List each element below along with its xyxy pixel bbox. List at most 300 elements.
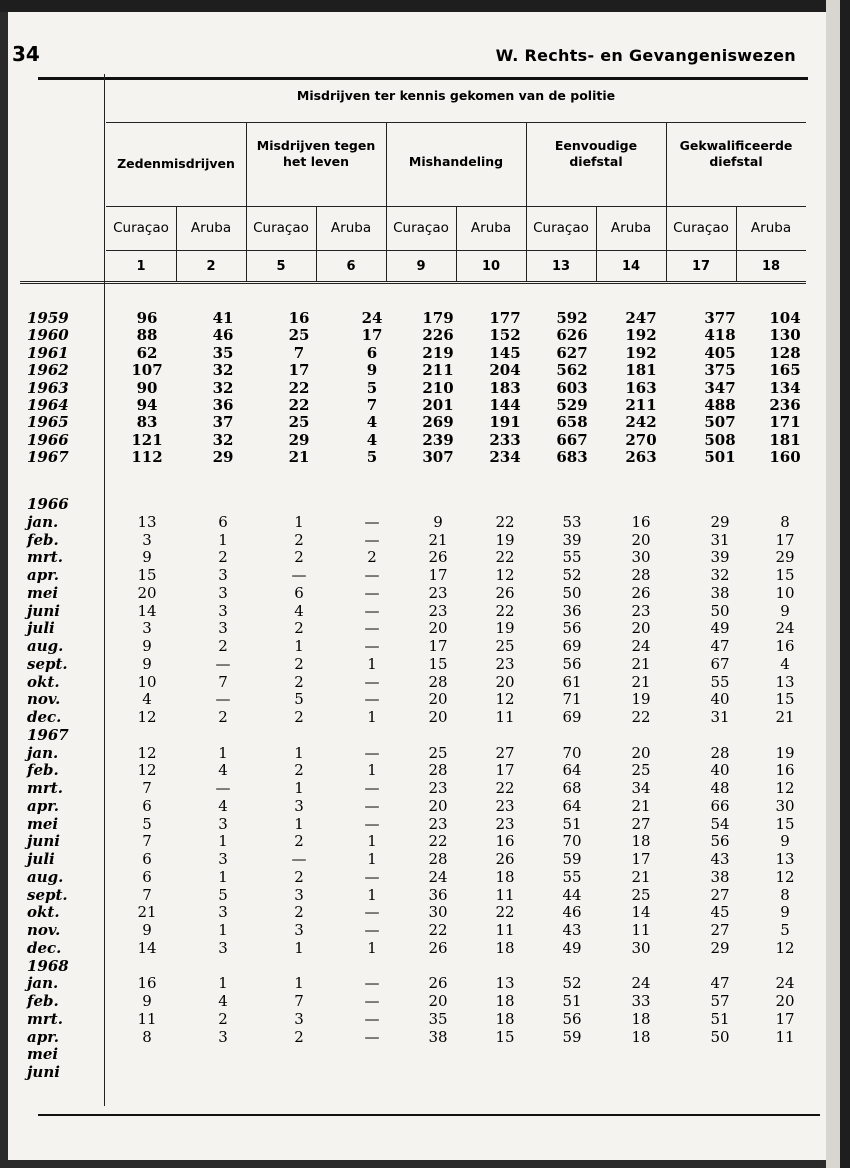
table-cell: 15 xyxy=(428,654,448,673)
table-cell: 201 xyxy=(422,396,454,414)
row-label: mei xyxy=(27,583,59,602)
table-cell: 24 xyxy=(775,974,795,993)
table-cell: — xyxy=(291,850,307,868)
stub-rule xyxy=(104,74,105,1106)
table-cell: 683 xyxy=(556,448,588,467)
table-cell: 405 xyxy=(704,343,736,362)
table-cell: 3 xyxy=(142,619,152,638)
table-cell: 25 xyxy=(288,326,310,345)
table-cell: 1 xyxy=(294,512,304,531)
table-cell: 152 xyxy=(489,326,521,345)
table-cell: 61 xyxy=(562,672,582,691)
table-cell: 16 xyxy=(495,832,515,851)
column-subheader: Aruba xyxy=(750,220,792,236)
table-cell: 25 xyxy=(631,761,651,780)
row-label: 1963 xyxy=(27,378,69,397)
table-cell: 8 xyxy=(780,885,790,904)
table-cell: 88 xyxy=(136,326,158,345)
table-cell: 226 xyxy=(422,326,454,345)
table-cell: 183 xyxy=(489,378,521,397)
table-cell: 5 xyxy=(294,690,304,709)
table-cell: 32 xyxy=(710,566,730,584)
table-cell: 49 xyxy=(710,619,730,638)
table-cell: 179 xyxy=(422,309,454,327)
table-title: Misdrijven ter kennis gekomen van de politie xyxy=(296,88,616,103)
column-subheader: Curaçao xyxy=(113,220,169,236)
table-cell: 28 xyxy=(710,743,730,762)
table-cell: 1 xyxy=(367,850,377,868)
table-cell: 1 xyxy=(367,654,377,673)
table-cell: 39 xyxy=(710,548,730,567)
table-cell: 26 xyxy=(495,583,515,602)
table-cell: 3 xyxy=(218,619,228,638)
table-cell: 20 xyxy=(428,992,448,1010)
table-cell: 64 xyxy=(562,796,582,815)
table-cell: 11 xyxy=(495,885,515,904)
column-group-header: Misdrijven tegen het leven xyxy=(256,138,376,169)
column-subheader: Curaçao xyxy=(533,220,589,236)
column-number: 5 xyxy=(276,259,286,274)
row-label: apr. xyxy=(27,1027,59,1046)
table-cell: 21 xyxy=(631,867,651,886)
table-cell: 31 xyxy=(710,708,730,726)
table-cell: 7 xyxy=(293,343,305,362)
table-cell: 192 xyxy=(625,343,657,362)
row-label: jan. xyxy=(27,974,59,993)
row-label: juni xyxy=(27,1063,60,1081)
table-cell: 70 xyxy=(562,743,582,762)
table-cell: 9 xyxy=(366,361,378,380)
table-cell: 204 xyxy=(489,361,521,380)
row-label: juni xyxy=(27,601,60,620)
table-cell: — xyxy=(364,796,380,815)
table-cell: 191 xyxy=(489,413,521,432)
table-cell: 9 xyxy=(142,637,152,655)
table-cell: 69 xyxy=(562,708,582,726)
table-cell: 21 xyxy=(631,654,651,673)
table-cell: 46 xyxy=(562,903,582,922)
group-separator xyxy=(386,122,387,282)
table-cell: 59 xyxy=(562,1027,582,1046)
table-cell: 22 xyxy=(495,779,515,797)
table-cell: 2 xyxy=(294,1027,304,1046)
table-cell: 14 xyxy=(137,601,157,620)
table-cell: 17 xyxy=(288,361,310,380)
table-cell: — xyxy=(364,672,380,691)
column-subheader: Aruba xyxy=(330,220,372,236)
table-cell: 23 xyxy=(428,583,448,602)
table-cell: 7 xyxy=(366,396,378,414)
table-cell: 71 xyxy=(562,690,582,709)
table-cell: 26 xyxy=(428,938,448,957)
table-cell: 27 xyxy=(495,743,515,762)
table-cell: — xyxy=(364,974,380,993)
table-cell: 67 xyxy=(710,654,730,673)
table-cell: 41 xyxy=(212,309,234,327)
table-cell: — xyxy=(364,1027,380,1046)
table-cell: 11 xyxy=(631,921,651,939)
table-cell: 14 xyxy=(137,938,157,957)
table-cell: 233 xyxy=(489,430,521,449)
table-cell: 28 xyxy=(428,761,448,780)
table-cell: 3 xyxy=(218,566,228,584)
table-cell: 171 xyxy=(769,413,801,432)
table-cell: 269 xyxy=(422,413,454,432)
table-cell: 3 xyxy=(142,530,152,549)
table-cell: 9 xyxy=(142,921,152,939)
table-cell: 529 xyxy=(556,396,588,414)
table-cell: 15 xyxy=(775,690,795,709)
table-cell: 48 xyxy=(710,779,730,797)
table-cell: 2 xyxy=(294,672,304,691)
table-cell: 43 xyxy=(710,850,730,868)
column-group-header: Eenvoudige diefstal xyxy=(554,138,638,169)
table-cell: 6 xyxy=(142,796,152,815)
table-cell: 219 xyxy=(422,343,454,362)
table-cell: 23 xyxy=(495,796,515,815)
table-cell: 270 xyxy=(625,430,657,449)
header-rule xyxy=(20,283,806,284)
table-cell: 32 xyxy=(212,378,234,397)
table-cell: 210 xyxy=(422,378,454,397)
table-cell: 32 xyxy=(212,430,234,449)
table-cell: 35 xyxy=(212,343,234,362)
column-number: 10 xyxy=(481,259,501,274)
table-cell: 17 xyxy=(428,566,448,584)
table-cell: 45 xyxy=(710,903,730,922)
table-cell: 7 xyxy=(142,832,152,851)
table-cell: 3 xyxy=(294,921,304,939)
table-cell: 27 xyxy=(631,814,651,833)
table-cell: 4 xyxy=(218,992,228,1010)
table-cell: 83 xyxy=(136,413,158,432)
table-cell: 1 xyxy=(367,885,377,904)
table-cell: 17 xyxy=(428,637,448,655)
table-cell: 12 xyxy=(137,761,157,780)
table-cell: 3 xyxy=(218,850,228,868)
table-cell: 1 xyxy=(218,530,228,549)
table-cell: 18 xyxy=(631,1009,651,1028)
row-label: 1961 xyxy=(27,343,69,362)
table-cell: 1 xyxy=(218,867,228,886)
row-label: 1964 xyxy=(27,396,69,414)
column-subheader: Curaçao xyxy=(253,220,309,236)
table-cell: 5 xyxy=(780,921,790,939)
table-cell: — xyxy=(364,867,380,886)
table-cell: — xyxy=(364,992,380,1010)
table-cell: 488 xyxy=(704,396,736,414)
table-cell: 23 xyxy=(495,814,515,833)
table-cell: 239 xyxy=(422,430,454,449)
table-cell: 52 xyxy=(562,566,582,584)
table-cell: — xyxy=(291,566,307,584)
row-label: okt. xyxy=(27,672,60,691)
table-cell: 2 xyxy=(294,530,304,549)
table-cell: 9 xyxy=(142,654,152,673)
table-cell: 128 xyxy=(769,343,801,362)
table-cell: 12 xyxy=(495,566,515,584)
table-cell: 658 xyxy=(556,413,588,432)
table-cell: 26 xyxy=(495,850,515,868)
group-separator xyxy=(246,122,247,282)
row-label: aug. xyxy=(27,867,64,886)
row-label: apr. xyxy=(27,796,59,815)
table-cell: 22 xyxy=(288,378,310,397)
table-cell: 163 xyxy=(625,378,657,397)
column-number: 17 xyxy=(691,259,711,274)
row-label: 1965 xyxy=(27,413,69,432)
table-cell: 1 xyxy=(294,974,304,993)
table-cell: 20 xyxy=(428,708,448,726)
table-cell: 11 xyxy=(137,1009,157,1028)
row-label: jan. xyxy=(27,743,59,762)
row-label: 1966 xyxy=(27,430,69,449)
table-cell: — xyxy=(364,601,380,620)
row-label: 1967 xyxy=(27,448,69,467)
table-cell: 30 xyxy=(631,548,651,567)
table-cell: 211 xyxy=(625,396,657,414)
table-cell: 4 xyxy=(366,413,378,432)
table-cell: — xyxy=(364,779,380,797)
table-cell: 501 xyxy=(704,448,736,467)
table-cell: 14 xyxy=(631,903,651,922)
column-subheader: Aruba xyxy=(470,220,512,236)
table-cell: 592 xyxy=(556,309,588,327)
column-number: 13 xyxy=(551,259,571,274)
column-number: 18 xyxy=(761,259,781,274)
table-cell: — xyxy=(364,512,380,531)
table-cell: 34 xyxy=(631,779,651,797)
table-cell: 121 xyxy=(131,430,163,449)
table-cell: 10 xyxy=(137,672,157,691)
row-label: sept. xyxy=(27,654,68,673)
table-cell: 20 xyxy=(631,530,651,549)
table-cell: 5 xyxy=(366,378,378,397)
table-cell: 144 xyxy=(489,396,521,414)
table-cell: 22 xyxy=(495,512,515,531)
table-cell: 247 xyxy=(625,309,657,327)
table-cell: 7 xyxy=(142,885,152,904)
table-cell: 54 xyxy=(710,814,730,833)
table-cell: 16 xyxy=(775,761,795,780)
column-subheader: Aruba xyxy=(190,220,232,236)
table-cell: 28 xyxy=(428,850,448,868)
table-cell: 26 xyxy=(631,583,651,602)
table-cell: 192 xyxy=(625,326,657,345)
table-cell: 29 xyxy=(288,430,310,449)
table-cell: 69 xyxy=(562,637,582,655)
row-label: 1959 xyxy=(27,309,69,327)
bottom-rule xyxy=(38,1114,820,1116)
table-cell: 3 xyxy=(218,903,228,922)
table-cell: 508 xyxy=(704,430,736,449)
table-cell: — xyxy=(364,583,380,602)
table-cell: 56 xyxy=(710,832,730,851)
table-cell: 12 xyxy=(775,779,795,797)
table-cell: 181 xyxy=(625,361,657,380)
table-cell: — xyxy=(215,779,231,797)
table-cell: 22 xyxy=(288,396,310,414)
table-cell: 20 xyxy=(495,672,515,691)
table-cell: 7 xyxy=(218,672,228,691)
table-cell: — xyxy=(364,619,380,638)
table-cell: 22 xyxy=(428,921,448,939)
table-cell: 20 xyxy=(428,796,448,815)
table-cell: 1 xyxy=(367,708,377,726)
table-cell: 13 xyxy=(495,974,515,993)
table-cell: 20 xyxy=(631,619,651,638)
table-cell: 15 xyxy=(495,1027,515,1046)
table-cell: 603 xyxy=(556,378,588,397)
table-cell: 107 xyxy=(131,361,163,380)
table-cell: 21 xyxy=(428,530,448,549)
table-cell: 94 xyxy=(136,396,158,414)
table-cell: 3 xyxy=(218,1027,228,1046)
table-cell: 21 xyxy=(775,708,795,726)
column-number: 9 xyxy=(416,259,426,274)
table-cell: 49 xyxy=(562,938,582,957)
table-cell: 51 xyxy=(562,992,582,1010)
table-cell: 3 xyxy=(218,601,228,620)
table-cell: 3 xyxy=(218,583,228,602)
table-cell: 3 xyxy=(294,885,304,904)
table-cell: 18 xyxy=(495,1009,515,1028)
row-label: okt. xyxy=(27,903,60,922)
table-cell: — xyxy=(364,690,380,709)
table-cell: — xyxy=(364,743,380,762)
table-cell: 17 xyxy=(361,326,383,345)
table-cell: 56 xyxy=(562,619,582,638)
row-label: dec. xyxy=(27,708,62,726)
table-cell: 25 xyxy=(288,413,310,432)
table-cell: 1 xyxy=(218,921,228,939)
table-cell: 165 xyxy=(769,361,801,380)
row-label: mrt. xyxy=(27,548,63,567)
row-label: apr. xyxy=(27,566,59,584)
table-cell: 667 xyxy=(556,430,588,449)
table-cell: 21 xyxy=(288,448,310,467)
table-cell: 38 xyxy=(710,583,730,602)
row-label: sept. xyxy=(27,885,68,904)
table-cell: 62 xyxy=(136,343,158,362)
table-cell: 24 xyxy=(631,637,651,655)
table-cell: 90 xyxy=(136,378,158,397)
table-cell: 19 xyxy=(495,530,515,549)
table-cell: 160 xyxy=(769,448,801,467)
page-number: 34 xyxy=(12,42,40,66)
table-cell: 20 xyxy=(631,743,651,762)
table-cell: 9 xyxy=(780,832,790,851)
table-cell: 23 xyxy=(428,601,448,620)
table-cell: 1 xyxy=(218,974,228,993)
table-cell: 112 xyxy=(131,448,163,467)
table-cell: 20 xyxy=(775,992,795,1010)
table-cell: 9 xyxy=(780,903,790,922)
table-cell: 236 xyxy=(769,396,801,414)
table-cell: 12 xyxy=(137,708,157,726)
table-cell: 8 xyxy=(780,512,790,531)
table-cell: 4 xyxy=(218,796,228,815)
row-label: feb. xyxy=(27,530,59,549)
table-cell: 55 xyxy=(710,672,730,691)
table-cell: 20 xyxy=(428,619,448,638)
table-cell: 23 xyxy=(428,814,448,833)
table-cell: 7 xyxy=(142,779,152,797)
table-cell: 2 xyxy=(218,708,228,726)
table-cell: 19 xyxy=(495,619,515,638)
table-cell: 66 xyxy=(710,796,730,815)
column-subheader: Aruba xyxy=(610,220,652,236)
table-cell: 5 xyxy=(142,814,152,833)
header-rule xyxy=(20,281,806,282)
table-cell: 55 xyxy=(562,867,582,886)
table-cell: 21 xyxy=(631,672,651,691)
table-cell: 2 xyxy=(218,1009,228,1028)
table-cell: 38 xyxy=(710,867,730,886)
table-cell: 3 xyxy=(218,814,228,833)
table-cell: 26 xyxy=(428,548,448,567)
table-cell: 28 xyxy=(631,566,651,584)
row-label: mei xyxy=(27,1045,59,1064)
table-cell: 16 xyxy=(288,309,310,327)
table-cell: 134 xyxy=(769,378,801,397)
column-number: 6 xyxy=(346,259,356,274)
table-cell: 3 xyxy=(294,1009,304,1028)
table-cell: 507 xyxy=(704,413,736,432)
table-cell: 29 xyxy=(775,548,795,567)
table-cell: 2 xyxy=(294,619,304,638)
table-cell: 3 xyxy=(294,796,304,815)
table-cell: 3 xyxy=(218,938,228,957)
table-cell: 96 xyxy=(136,309,158,327)
table-cell: 16 xyxy=(631,512,651,531)
row-label: mei xyxy=(27,814,59,833)
row-label: feb. xyxy=(27,761,59,780)
table-cell: 15 xyxy=(137,566,157,584)
table-cell: 627 xyxy=(556,343,588,362)
row-label: 1960 xyxy=(27,326,69,345)
table-cell: 39 xyxy=(562,530,582,549)
table-cell: 4 xyxy=(218,761,228,780)
row-label: mrt. xyxy=(27,779,63,797)
table-cell: 2 xyxy=(294,708,304,726)
table-cell: 9 xyxy=(780,601,790,620)
row-label: 1967 xyxy=(27,725,69,744)
table-cell: 7 xyxy=(294,992,304,1010)
table-cell: 68 xyxy=(562,779,582,797)
table-cell: 2 xyxy=(294,654,304,673)
row-label: mrt. xyxy=(27,1009,63,1028)
table-cell: — xyxy=(364,1009,380,1028)
running-title: W. Rechts- en Gevangeniswezen xyxy=(495,46,796,65)
scan-top-border xyxy=(0,0,850,12)
table-cell: 4 xyxy=(780,654,790,673)
table-cell: 30 xyxy=(775,796,795,815)
table-cell: 43 xyxy=(562,921,582,939)
page-sheet xyxy=(8,12,826,1160)
table-cell: 18 xyxy=(495,867,515,886)
row-label: 1968 xyxy=(27,956,69,975)
table-cell: 11 xyxy=(775,1027,795,1046)
table-cell: 2 xyxy=(294,761,304,780)
table-cell: 11 xyxy=(495,921,515,939)
table-cell: 2 xyxy=(294,903,304,922)
table-cell: 25 xyxy=(631,885,651,904)
table-cell: 2 xyxy=(294,867,304,886)
table-cell: 130 xyxy=(769,326,801,345)
table-cell: 2 xyxy=(294,548,304,567)
table-cell: 40 xyxy=(710,690,730,709)
